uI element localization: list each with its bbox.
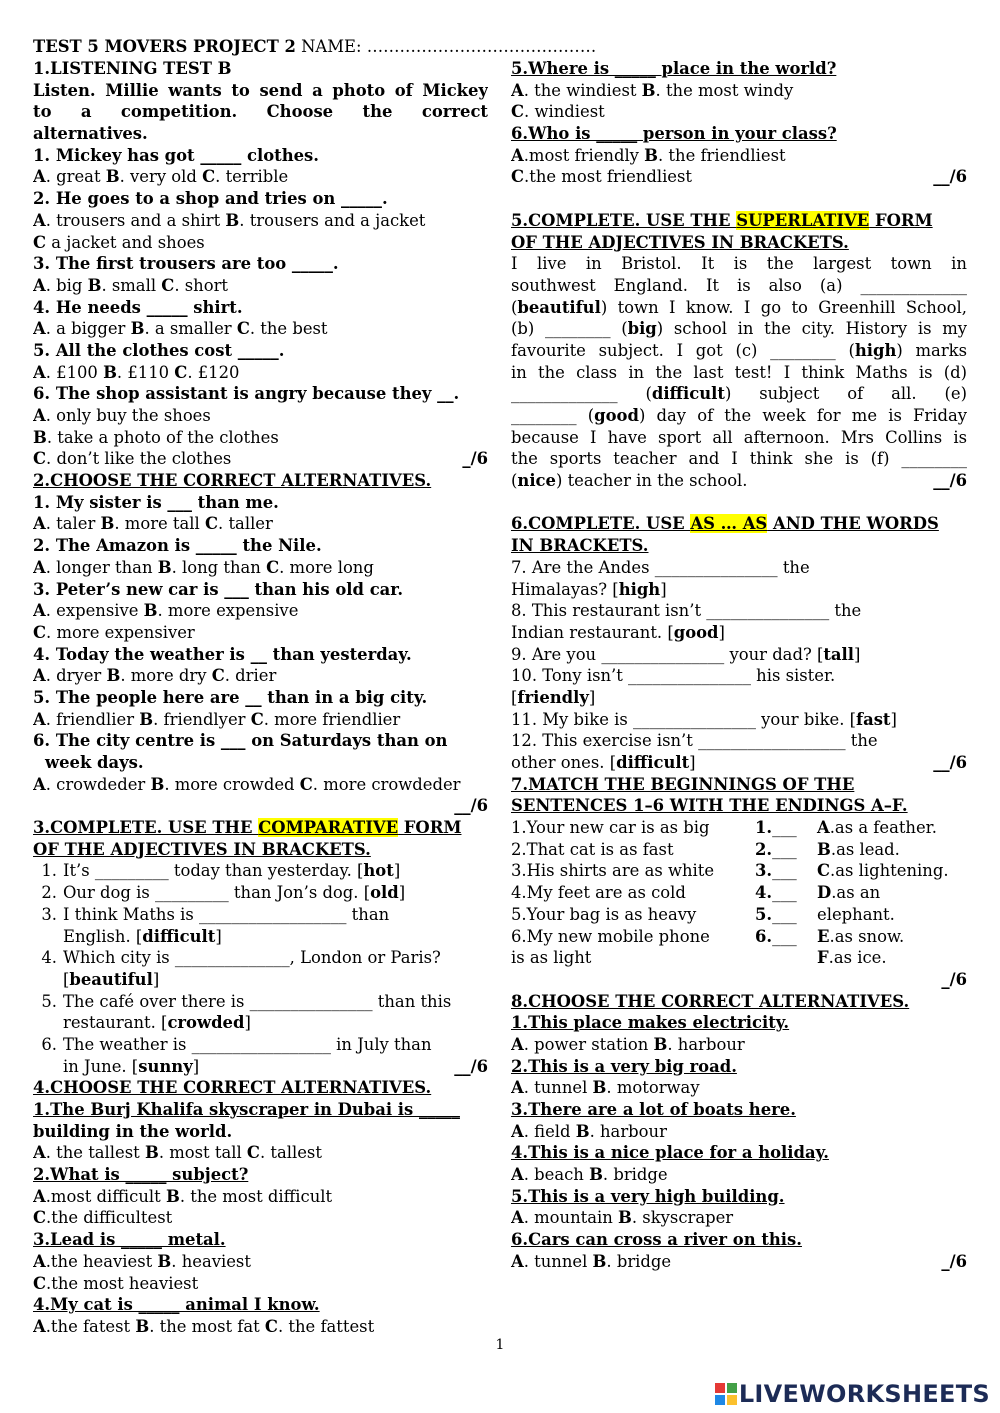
right-line: 7.MATCH THE BEGINNINGS OF THE (511, 774, 855, 794)
left-line (33, 926, 488, 948)
left-line: Listen. Millie wants to send a photo of Mickey (33, 80, 488, 100)
left-line: 3.COMPLETE. USE THE COMPARATIVE FORM (33, 818, 462, 838)
item-text: I think Maths is __________________ than (63, 904, 390, 924)
item-number: 1. (41, 861, 57, 881)
right-line: favourite subject. I got (c) ________ (high) marks (511, 340, 967, 360)
item-text: English. [difficult] (63, 926, 222, 946)
right-line: 1.This place makes electricity. (511, 1013, 790, 1033)
score-box: __/6 (454, 1056, 488, 1076)
item-number (33, 1012, 63, 1034)
right-line: I live in Bristol. It is the largest town in (511, 254, 967, 274)
item-number (33, 969, 63, 991)
left-line: A. taler B. more tall C. taller (33, 514, 273, 534)
left-line: 1.LISTENING TEST B (33, 59, 232, 78)
match-row (511, 817, 967, 839)
score-box: __/6 (933, 753, 967, 772)
right-line: A. power station B. harbour (511, 1034, 745, 1054)
page-title (33, 36, 596, 58)
left-line: 2. He goes to a shop and tries on _____. (33, 189, 388, 209)
match-ending: A.as a feather. (817, 818, 937, 838)
item-number: 5. (41, 991, 57, 1011)
right-line (511, 492, 967, 514)
right-line: 6.Who is _____ person in your class? (511, 124, 837, 144)
right-line: 5.This is a very high building. (511, 1186, 785, 1206)
left-line: 1. My sister is ___ than me. (33, 492, 279, 512)
right-line: A. tunnel B. motorway (511, 1078, 700, 1098)
right-column (511, 58, 967, 1273)
left-line (33, 969, 488, 991)
right-line: Himalayas? [high] (511, 579, 667, 599)
match-ending: F.as ice. (817, 948, 887, 968)
right-line: 3.There are a lot of boats here. (511, 1100, 796, 1119)
left-line: week days. (45, 753, 144, 772)
left-line: A. great B. very old C. terrible (33, 167, 289, 187)
right-line: the sports teacher and I think she is (f) ________ (511, 449, 967, 469)
right-line: 11. My bike is _______________ your bike. [fast] (511, 709, 897, 729)
right-line: southwest England. It is also (a) _____________ (511, 275, 967, 295)
item-text: Our dog is _________ than Jon’s dog. [old] (63, 883, 406, 903)
name-field: NAME: …………………………………… (295, 37, 597, 56)
left-line: 5. The people here are __ than in a big city. (33, 687, 428, 707)
right-line: 8. This restaurant isn’t _______________ the (511, 601, 862, 621)
right-line: IN BRACKETS. (511, 536, 649, 556)
match-answer-blank[interactable]: 4.___ (755, 883, 797, 903)
left-line: A. friendlier B. friendlyer C. more friendlier (33, 709, 401, 729)
right-line: A. mountain B. skyscraper (511, 1208, 734, 1228)
right-line: in the class in the last test! I think Maths is (d) (511, 362, 967, 382)
match-answer-blank[interactable]: 5.___ (755, 904, 797, 924)
left-line (33, 1012, 488, 1034)
left-line: C.the difficultest (33, 1208, 173, 1228)
match-answer-blank[interactable]: 3.___ (755, 861, 797, 881)
right-line: 5.Where is _____ place in the world? (511, 59, 837, 78)
left-line: C. don’t like the clothes _/6 (33, 449, 488, 469)
left-line: A. big B. small C. short (33, 275, 229, 295)
left-line: A. only buy the shoes (33, 406, 211, 425)
left-line (33, 1034, 488, 1056)
left-line: C.the most heaviest (33, 1273, 199, 1293)
match-ending: C.as lightening. (817, 861, 949, 881)
left-line: OF THE ADJECTIVES IN BRACKETS. (33, 839, 371, 859)
right-line: ________ (good) day of the week for me is Friday (511, 406, 967, 425)
left-line: to a competition. Choose the correct (33, 102, 488, 122)
right-line: because I have sport all afternoon. Mrs Collins is (511, 427, 967, 447)
item-text: The café over there is _______________ than this (63, 991, 452, 1011)
right-line: A. field B. harbour (511, 1121, 667, 1141)
item-text: in June. [sunny] (63, 1056, 200, 1076)
match-row (511, 839, 967, 861)
right-line: OF THE ADJECTIVES IN BRACKETS. (511, 232, 849, 252)
left-line (33, 860, 488, 882)
footer-logo (715, 1380, 990, 1408)
left-line: A. the tallest B. most tall C. tallest (33, 1143, 322, 1163)
left-line: 6. The city centre is ___ on Saturdays than on (33, 731, 448, 751)
item-text: It’s _________ today than yesterday. [hot] (63, 861, 401, 881)
match-ending: elephant. (817, 904, 895, 924)
liveworksheets-logo-icon (715, 1383, 737, 1405)
left-line: 4. He needs _____ shirt. (33, 297, 243, 317)
left-line: A. trousers and a shirt B. trousers and a jacket (33, 210, 426, 230)
left-line: 6. The shop assistant is angry because they __. (33, 384, 460, 404)
left-line (33, 1056, 488, 1078)
left-line: C a jacket and shoes (33, 232, 205, 252)
left-line (33, 991, 488, 1013)
right-line: 7. Are the Andes _______________ the (511, 557, 810, 577)
right-line: _____________ (difficult) subject of all. (e) (511, 384, 967, 404)
left-line: 3. Peter’s new car is ___ than his old car. (33, 579, 404, 599)
right-line: A. tunnel B. bridge _/6 (511, 1251, 967, 1271)
left-line: B. take a photo of the clothes (33, 427, 279, 447)
right-line: 12. This exercise isn’t __________________ the (511, 731, 878, 751)
score-box: _/6 (462, 449, 488, 469)
match-beginning: 5.Your bag is as heavy (511, 904, 697, 924)
item-text: The weather is _________________ in July than (63, 1034, 432, 1054)
left-line: alternatives. (33, 124, 148, 144)
right-line: A. beach B. bridge (511, 1165, 668, 1185)
match-beginning: 4.My feet are as cold (511, 883, 686, 903)
left-line: 2.CHOOSE THE CORRECT ALTERNATIVES. (33, 471, 432, 491)
left-line: 2. The Amazon is _____ the Nile. (33, 536, 322, 556)
match-row (511, 926, 967, 948)
left-line: 4.My cat is _____ animal I know. (33, 1295, 320, 1315)
right-line: 10. Tony isn’t _______________ his sister. (511, 666, 836, 686)
match-beginning: 2.That cat is as fast (511, 839, 674, 859)
footer-brand: LIVEWORKSHEETS (738, 1380, 990, 1408)
left-line: 4. Today the weather is __ than yesterday. (33, 644, 412, 664)
left-line: 3.Lead is _____ metal. (33, 1230, 226, 1250)
right-line: A.most friendly B. the friendliest (511, 145, 786, 165)
left-line: 1.The Burj Khalifa skyscraper in Dubai is _____ (33, 1100, 460, 1119)
match-answer-blank[interactable] (755, 947, 817, 969)
left-line: A. dryer B. more dry C. drier (33, 666, 277, 686)
left-line (33, 947, 488, 969)
item-number: 4. (41, 948, 57, 968)
right-line: C.the most friendliest __/6 (511, 167, 967, 187)
left-line: A. £100 B. £110 C. £120 (33, 362, 240, 382)
match-row (511, 882, 967, 904)
right-line: (nice) teacher in the school. __/6 (511, 471, 967, 491)
left-line: 2.What is _____ subject? (33, 1165, 249, 1185)
item-number: 2. (41, 883, 57, 903)
right-line: SENTENCES 1–6 WITH THE ENDINGS A–F. (511, 796, 908, 816)
right-line: (b) ________ (big) school in the city. History is my (511, 319, 967, 339)
match-ending: E.as snow. (817, 926, 905, 946)
item-number (33, 1056, 63, 1078)
left-column (33, 58, 488, 1338)
item-number (33, 926, 63, 948)
left-line: A. expensive B. more expensive (33, 601, 299, 621)
right-line: [friendly] (511, 687, 596, 707)
left-line: A. crowdeder B. more crowded C. more crowdeder (33, 774, 461, 794)
test-title: TEST 5 MOVERS PROJECT 2 (33, 37, 296, 56)
left-line: A.the heaviest B. heaviest (33, 1251, 251, 1271)
match-beginning: is as light (511, 948, 592, 968)
left-line (33, 904, 488, 926)
item-text: restaurant. [crowded] (63, 1013, 251, 1033)
left-line: __/6 (454, 796, 488, 816)
right-line: C. windiest (511, 102, 605, 122)
right-line: 6.COMPLETE. USE AS … AS AND THE WORDS (511, 514, 939, 534)
right-line: 2.This is a very big road. (511, 1056, 737, 1076)
score-box: __/6 (933, 471, 967, 491)
match-answer-blank[interactable]: 2.___ (755, 839, 797, 859)
match-answer-blank[interactable]: 1.___ (755, 818, 797, 838)
score-box: _/6 (941, 1251, 967, 1271)
right-line: other ones. [difficult] __/6 (511, 753, 967, 772)
left-line: A.the fatest B. the most fat C. the fattest (33, 1316, 375, 1336)
left-line (33, 882, 488, 904)
right-line: A. the windiest B. the most windy (511, 80, 794, 100)
page-number: 1 (495, 1337, 505, 1353)
item-number: 3. (41, 904, 57, 924)
left-line: 5. All the clothes cost _____. (33, 340, 285, 360)
item-number: 6. (41, 1034, 57, 1054)
match-ending: B.as lead. (817, 839, 900, 859)
match-beginning: 6.My new mobile phone (511, 926, 710, 946)
right-line: 9. Are you _______________ your dad? [tall] (511, 644, 861, 664)
match-row (511, 904, 967, 926)
left-line: 1. Mickey has got _____ clothes. (33, 145, 319, 165)
right-line: Indian restaurant. [good] (511, 622, 725, 642)
right-line: 8.CHOOSE THE CORRECT ALTERNATIVES. (511, 991, 910, 1011)
right-line: _/6 (941, 969, 967, 989)
right-line: (beautiful) town I know. I go to Greenhill School, (511, 297, 967, 317)
right-line: 5.COMPLETE. USE THE SUPERLATIVE FORM (511, 210, 933, 230)
match-beginning: 3.His shirts are as white (511, 861, 715, 881)
right-line: 4.This is a nice place for a holiday. (511, 1143, 829, 1163)
left-line: A. a bigger B. a smaller C. the best (33, 319, 328, 339)
left-line: A.most difficult B. the most difficult (33, 1186, 333, 1206)
match-ending: D.as an (817, 883, 881, 903)
right-line (511, 188, 967, 210)
item-text: Which city is ______________, London or Paris? (63, 948, 441, 968)
match-beginning: 1.Your new car is as big (511, 818, 710, 838)
match-row (511, 860, 967, 882)
score-box: __/6 (933, 167, 967, 187)
right-line: 6.Cars can cross a river on this. (511, 1230, 802, 1250)
match-row (511, 947, 967, 969)
left-line: 4.CHOOSE THE CORRECT ALTERNATIVES. (33, 1078, 432, 1098)
match-answer-blank[interactable]: 6.___ (755, 926, 797, 946)
left-line: building in the world. (33, 1121, 233, 1141)
left-line: C. more expensiver (33, 622, 195, 642)
item-text: [beautiful] (63, 969, 160, 989)
left-line: A. longer than B. long than C. more long (33, 557, 374, 577)
left-line: 3. The first trousers are too _____. (33, 254, 339, 274)
